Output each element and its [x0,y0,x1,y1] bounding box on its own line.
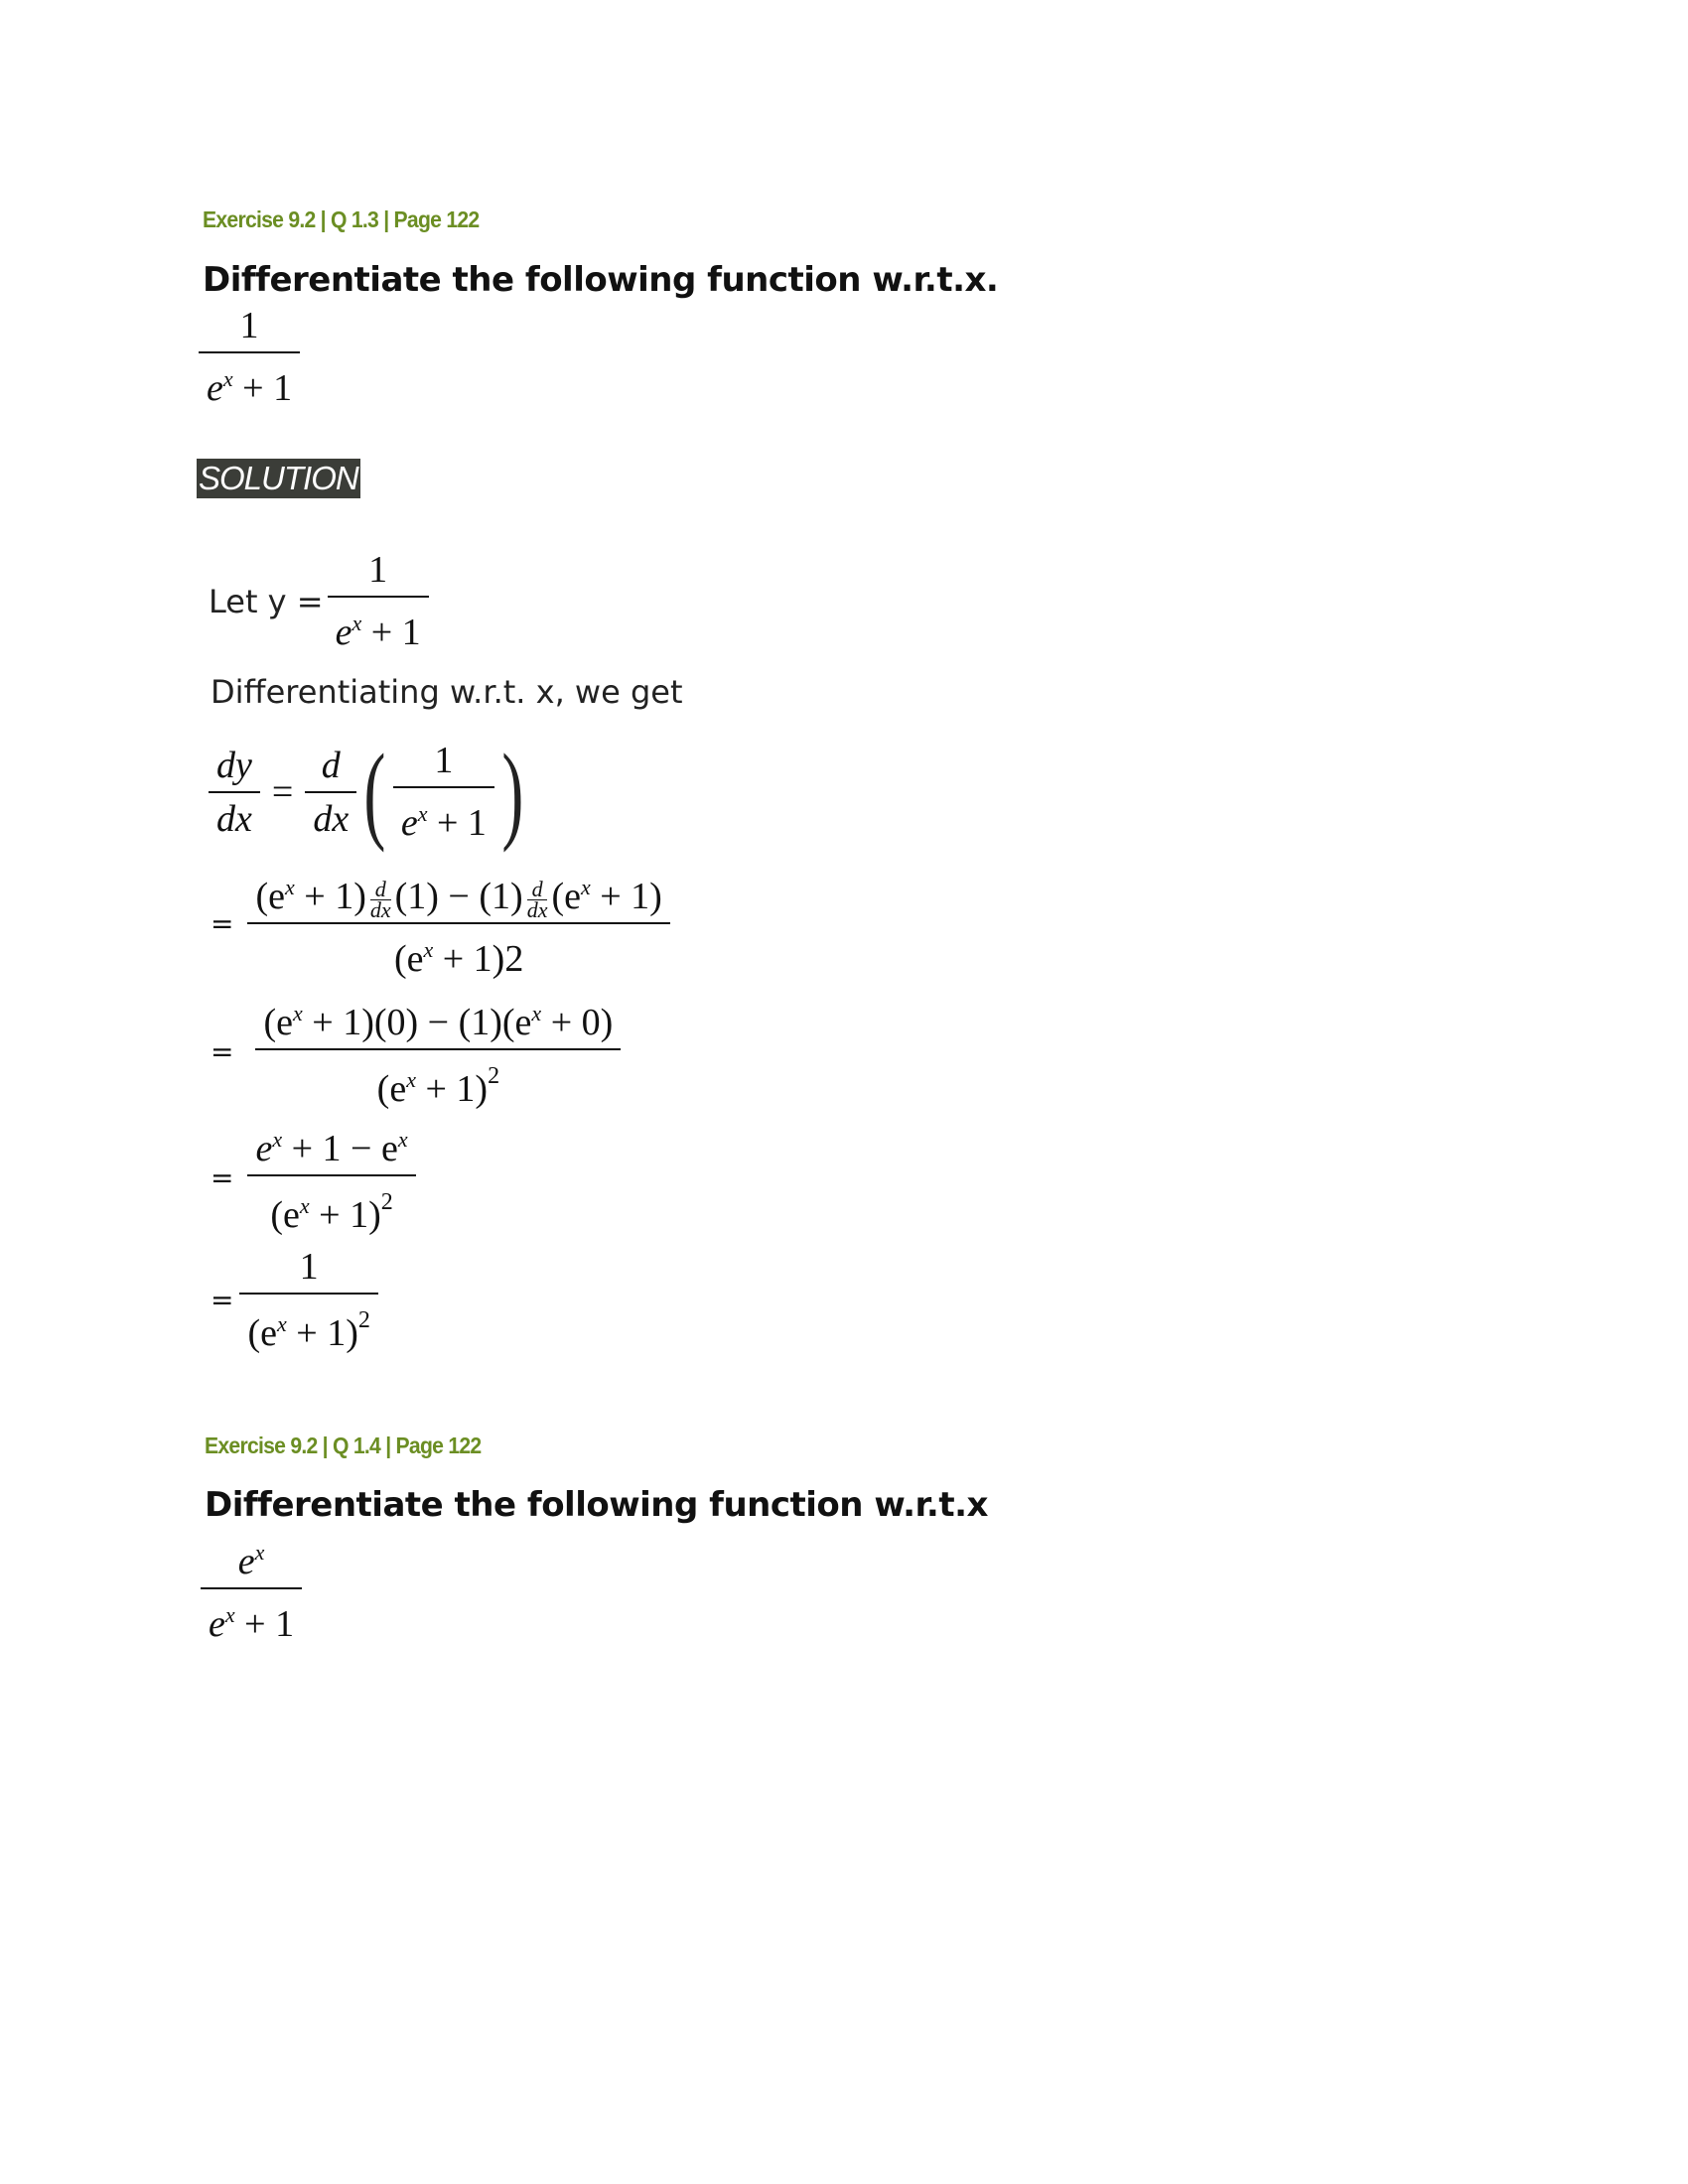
differentiating-text: Differentiating w.r.t. x, we get [211,673,683,711]
denominator: $e^x + 1$ [209,1602,295,1645]
step-3: = $\frac{e^x + 1 - e^x}{(e^x + 1)^2}$ [211,1114,416,1241]
step-2: = $\frac{(e^x + 1)(0) - (1)(e^x + 0)}{(e^x + 1)^2}$ [211,988,621,1115]
step-1: = $(e^x + 1)$ $\frac{d}{dx}$ (1) − (1) $\frac{d}{dx}$ $(e^x + 1)$ $(e^x + 1)2$ [211,862,670,985]
question-function [199,300,300,414]
exercise-reference: Exercise 9.2 | Q 1.4 | Page 122 [205,1433,482,1458]
numerator: 1 [239,305,259,346]
denominator: $e^x + 1$ [207,366,293,409]
numerator: $e^x$ [237,1540,265,1582]
solution-badge: SOLUTION [199,460,358,496]
let-statement [209,544,429,658]
question-function [201,1527,302,1650]
let-text: Let y = [209,582,324,620]
step-4: = $\frac{1}{(e^x + 1)^2}$ [211,1241,378,1359]
derivative-setup: $\frac{dy}{dx}$ = $\frac{d}{dx}$ ( $\frac{1}{e^x + 1}$ ) [209,735,531,849]
question-title: Differentiate the following function w.r.t.x. [203,260,999,300]
let-fraction: $\frac{1}{e^x + 1}$ [328,544,429,658]
question-title: Differentiate the following function w.r.t.x [205,1485,988,1525]
exercise-reference: Exercise 9.2 | Q 1.3 | Page 122 [203,206,480,232]
